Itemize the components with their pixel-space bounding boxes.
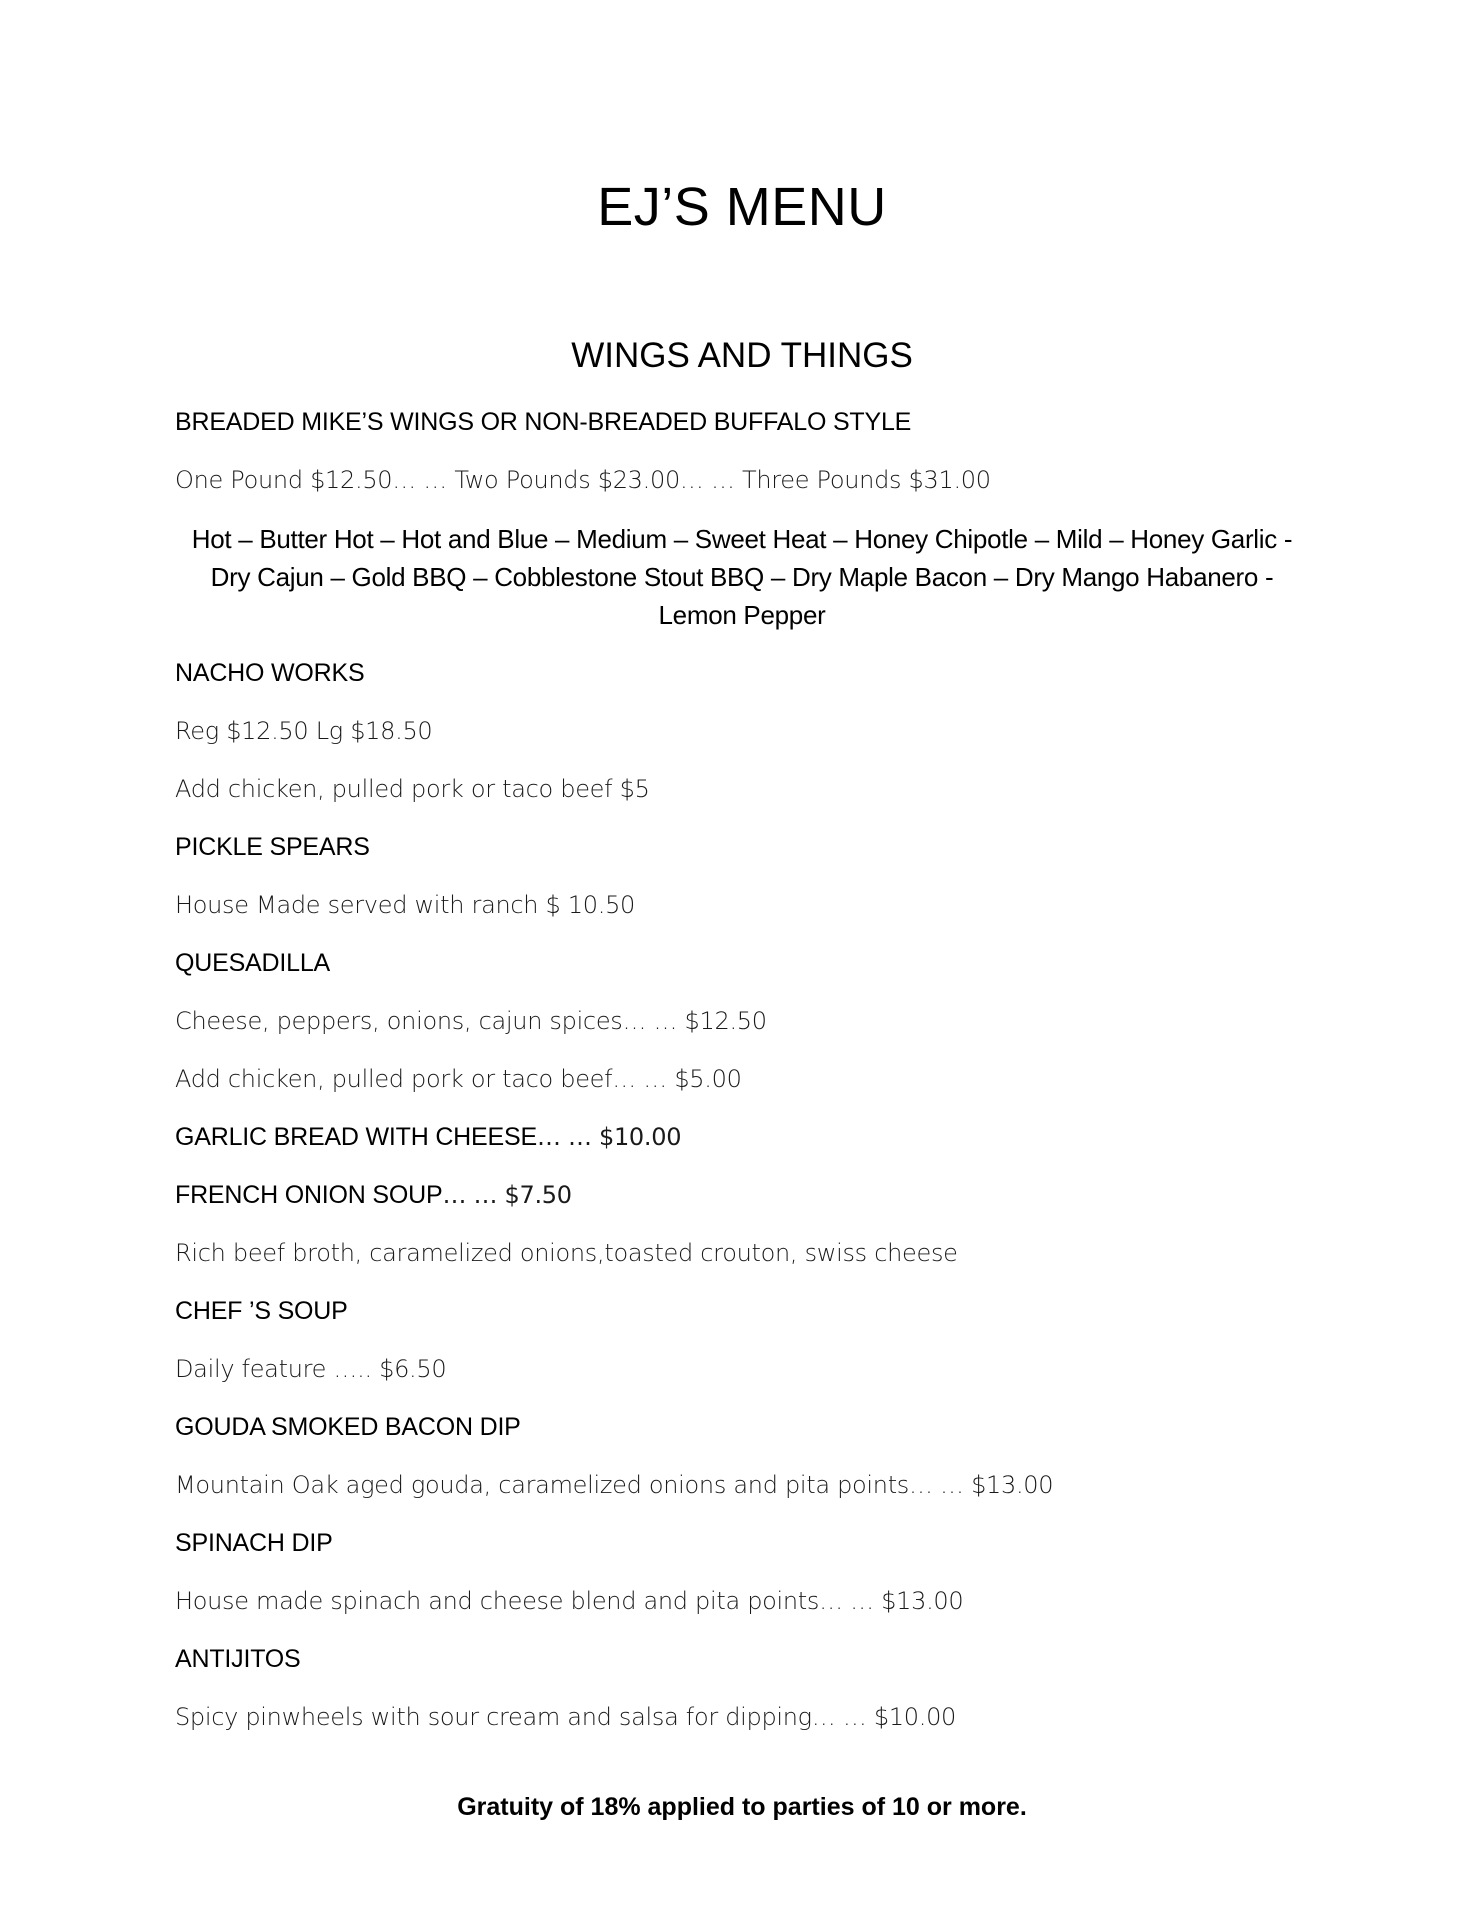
nacho-prices: Reg $12.50 Lg $18.50: [175, 717, 433, 745]
onion-soup-heading: FRENCH ONION SOUP: [175, 1181, 443, 1209]
nacho-heading: NACHO WORKS: [175, 659, 365, 687]
spinach-dip-heading: SPINACH DIP: [175, 1529, 333, 1557]
antijitos-desc: Spicy pinwheels with sour cream and salsa for dipping… … $10.00: [175, 1703, 957, 1731]
antijitos-heading: ANTIJITOS: [175, 1645, 301, 1673]
chef-soup-heading: CHEF ’S SOUP: [175, 1297, 348, 1325]
pickle-heading: PICKLE SPEARS: [175, 833, 370, 861]
gratuity-note: Gratuity of 18% applied to parties of 10 or more.: [457, 1793, 1027, 1821]
quesadilla-desc: Cheese, peppers, onions, cajun spices… … $12.50: [175, 1007, 767, 1035]
gouda-dip-heading: GOUDA SMOKED BACON DIP: [175, 1413, 521, 1441]
wing-flavors: Hot – Butter Hot – Hot and Blue – Medium – Sweet Heat – Honey Chipotle – Mild – Honey Garlic - Dry Cajun – Gold BBQ – Cobblestone Stout BBQ – Dry Maple Bacon – Dry Mango Habanero - Lemon Pepper: [191, 524, 1293, 630]
quesadilla-heading: QUESADILLA: [175, 949, 331, 977]
onion-soup-price: … … $7.50: [442, 1181, 572, 1209]
garlic-bread-heading: GARLIC BREAD WITH CHEESE: [175, 1123, 537, 1151]
onion-soup-item: [175, 1181, 572, 1210]
onion-soup-desc: Rich beef broth, caramelized onions,toasted crouton, swiss cheese: [175, 1239, 958, 1267]
menu-title: EJ’S MENU: [597, 177, 887, 237]
gouda-dip-desc: Mountain Oak aged gouda, caramelized onions and pita points… … $13.00: [175, 1471, 1054, 1499]
wings-prices: One Pound $12.50… … Two Pounds $23.00… … Three Pounds $31.00: [175, 466, 991, 494]
nacho-addon: Add chicken, pulled pork or taco beef $5: [175, 775, 650, 803]
garlic-bread-item: [175, 1123, 681, 1152]
wings-heading: BREADED MIKE’S WINGS OR NON-BREADED BUFFALO STYLE: [175, 408, 912, 436]
section-title: WINGS AND THINGS: [571, 336, 913, 375]
chef-soup-desc: Daily feature ….. $6.50: [175, 1355, 447, 1383]
pickle-desc: House Made served with ranch $ 10.50: [175, 891, 636, 919]
quesadilla-addon: Add chicken, pulled pork or taco beef… … $5.00: [175, 1065, 742, 1093]
spinach-dip-desc: House made spinach and cheese blend and pita points… … $13.00: [175, 1587, 964, 1615]
garlic-bread-price: … … $10.00: [536, 1123, 682, 1151]
